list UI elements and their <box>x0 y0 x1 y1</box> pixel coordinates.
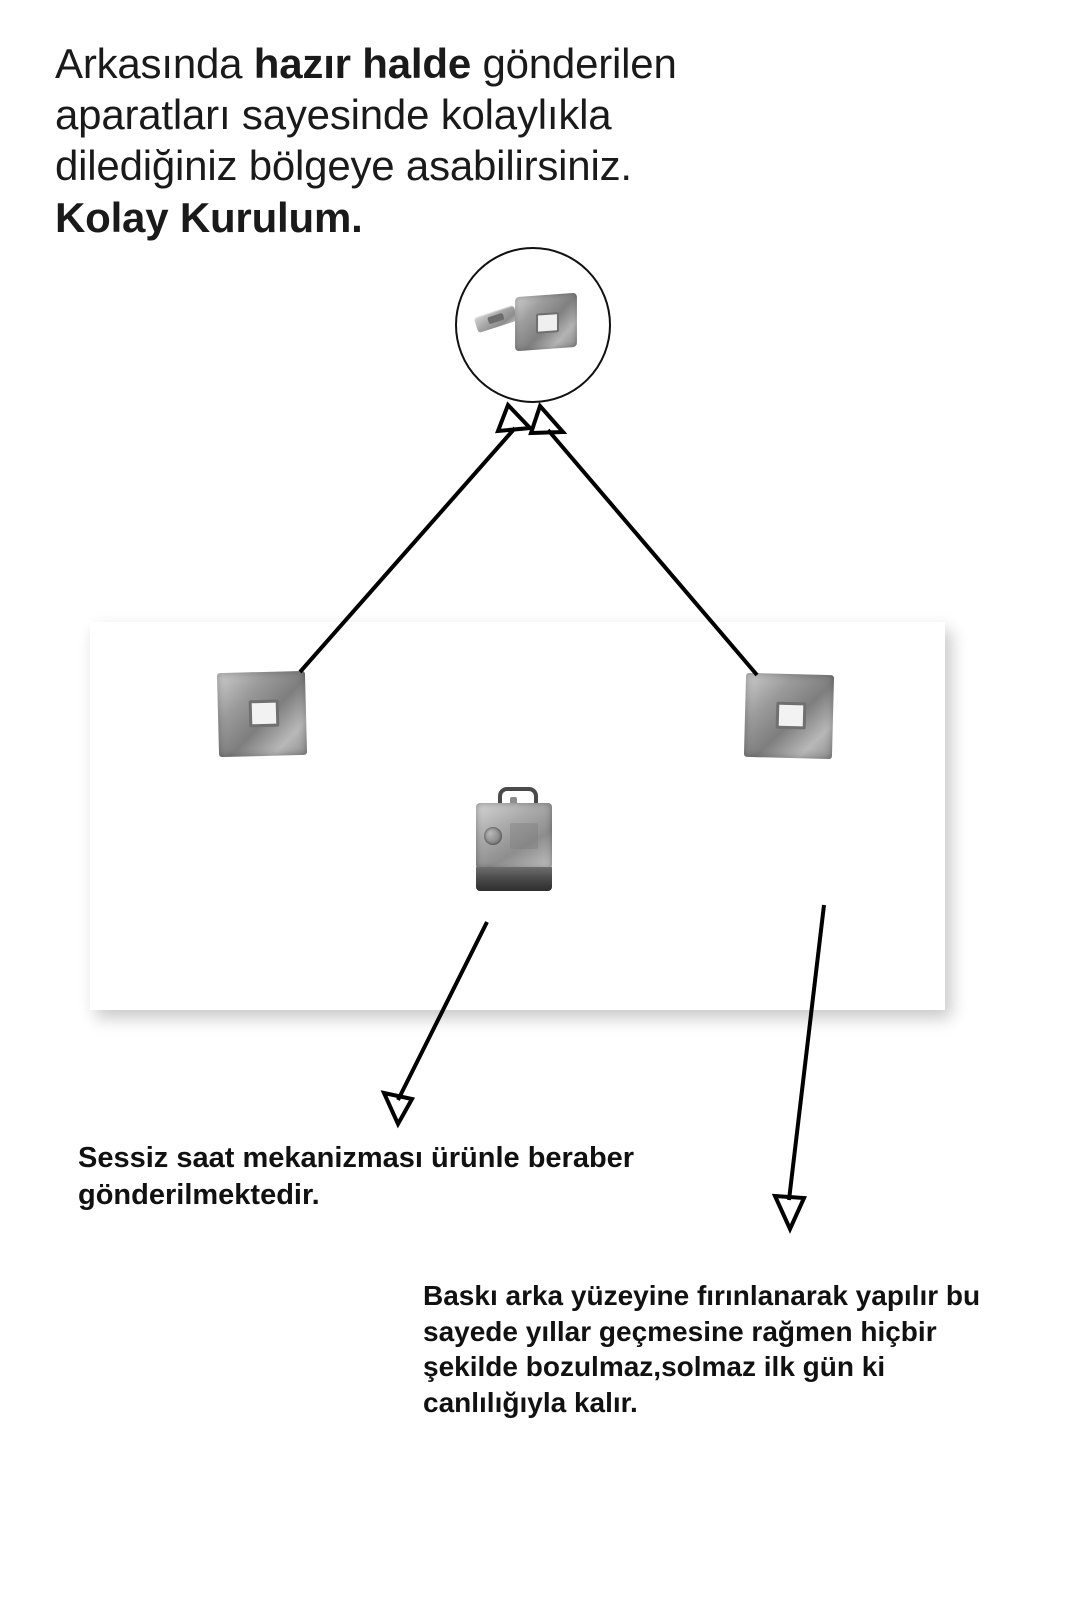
page-title <box>55 38 855 243</box>
headline-line1-pre: Arkasında <box>55 40 254 87</box>
right-mount-plate <box>744 673 834 759</box>
headline-line4: Kolay Kurulum. <box>55 193 363 241</box>
left-mount-plate <box>217 671 307 757</box>
product-back-panel <box>90 622 945 1010</box>
headline-line3: dilediğiniz bölgeye asabilirsiniz. <box>55 142 632 190</box>
headline-line1-bold: hazır halde <box>253 40 471 87</box>
clock-mechanism <box>472 787 556 897</box>
headline-line2: aparatları sayesinde kolaylıkla <box>55 91 612 139</box>
hanger-hardware-callout <box>455 247 611 403</box>
mechanism-body-icon <box>476 803 552 869</box>
hanger-strip-icon <box>474 305 519 333</box>
caption-mechanism: Sessiz saat mekanizması ürünle beraber gönderilmektedir. <box>78 1142 635 1211</box>
mechanism-base-icon <box>476 867 552 891</box>
caption-print-durability: Baskı arka yüzeyine fırınlanarak yapılır bu sayede yıllar geçmesine rağmen hiçbir şekilde bozulmaz,solmaz ilk gün ki canlılığıyla kalır. <box>423 1280 981 1418</box>
headline-line1-post: gönderilen <box>470 40 677 87</box>
mount-plate-icon <box>515 293 577 351</box>
